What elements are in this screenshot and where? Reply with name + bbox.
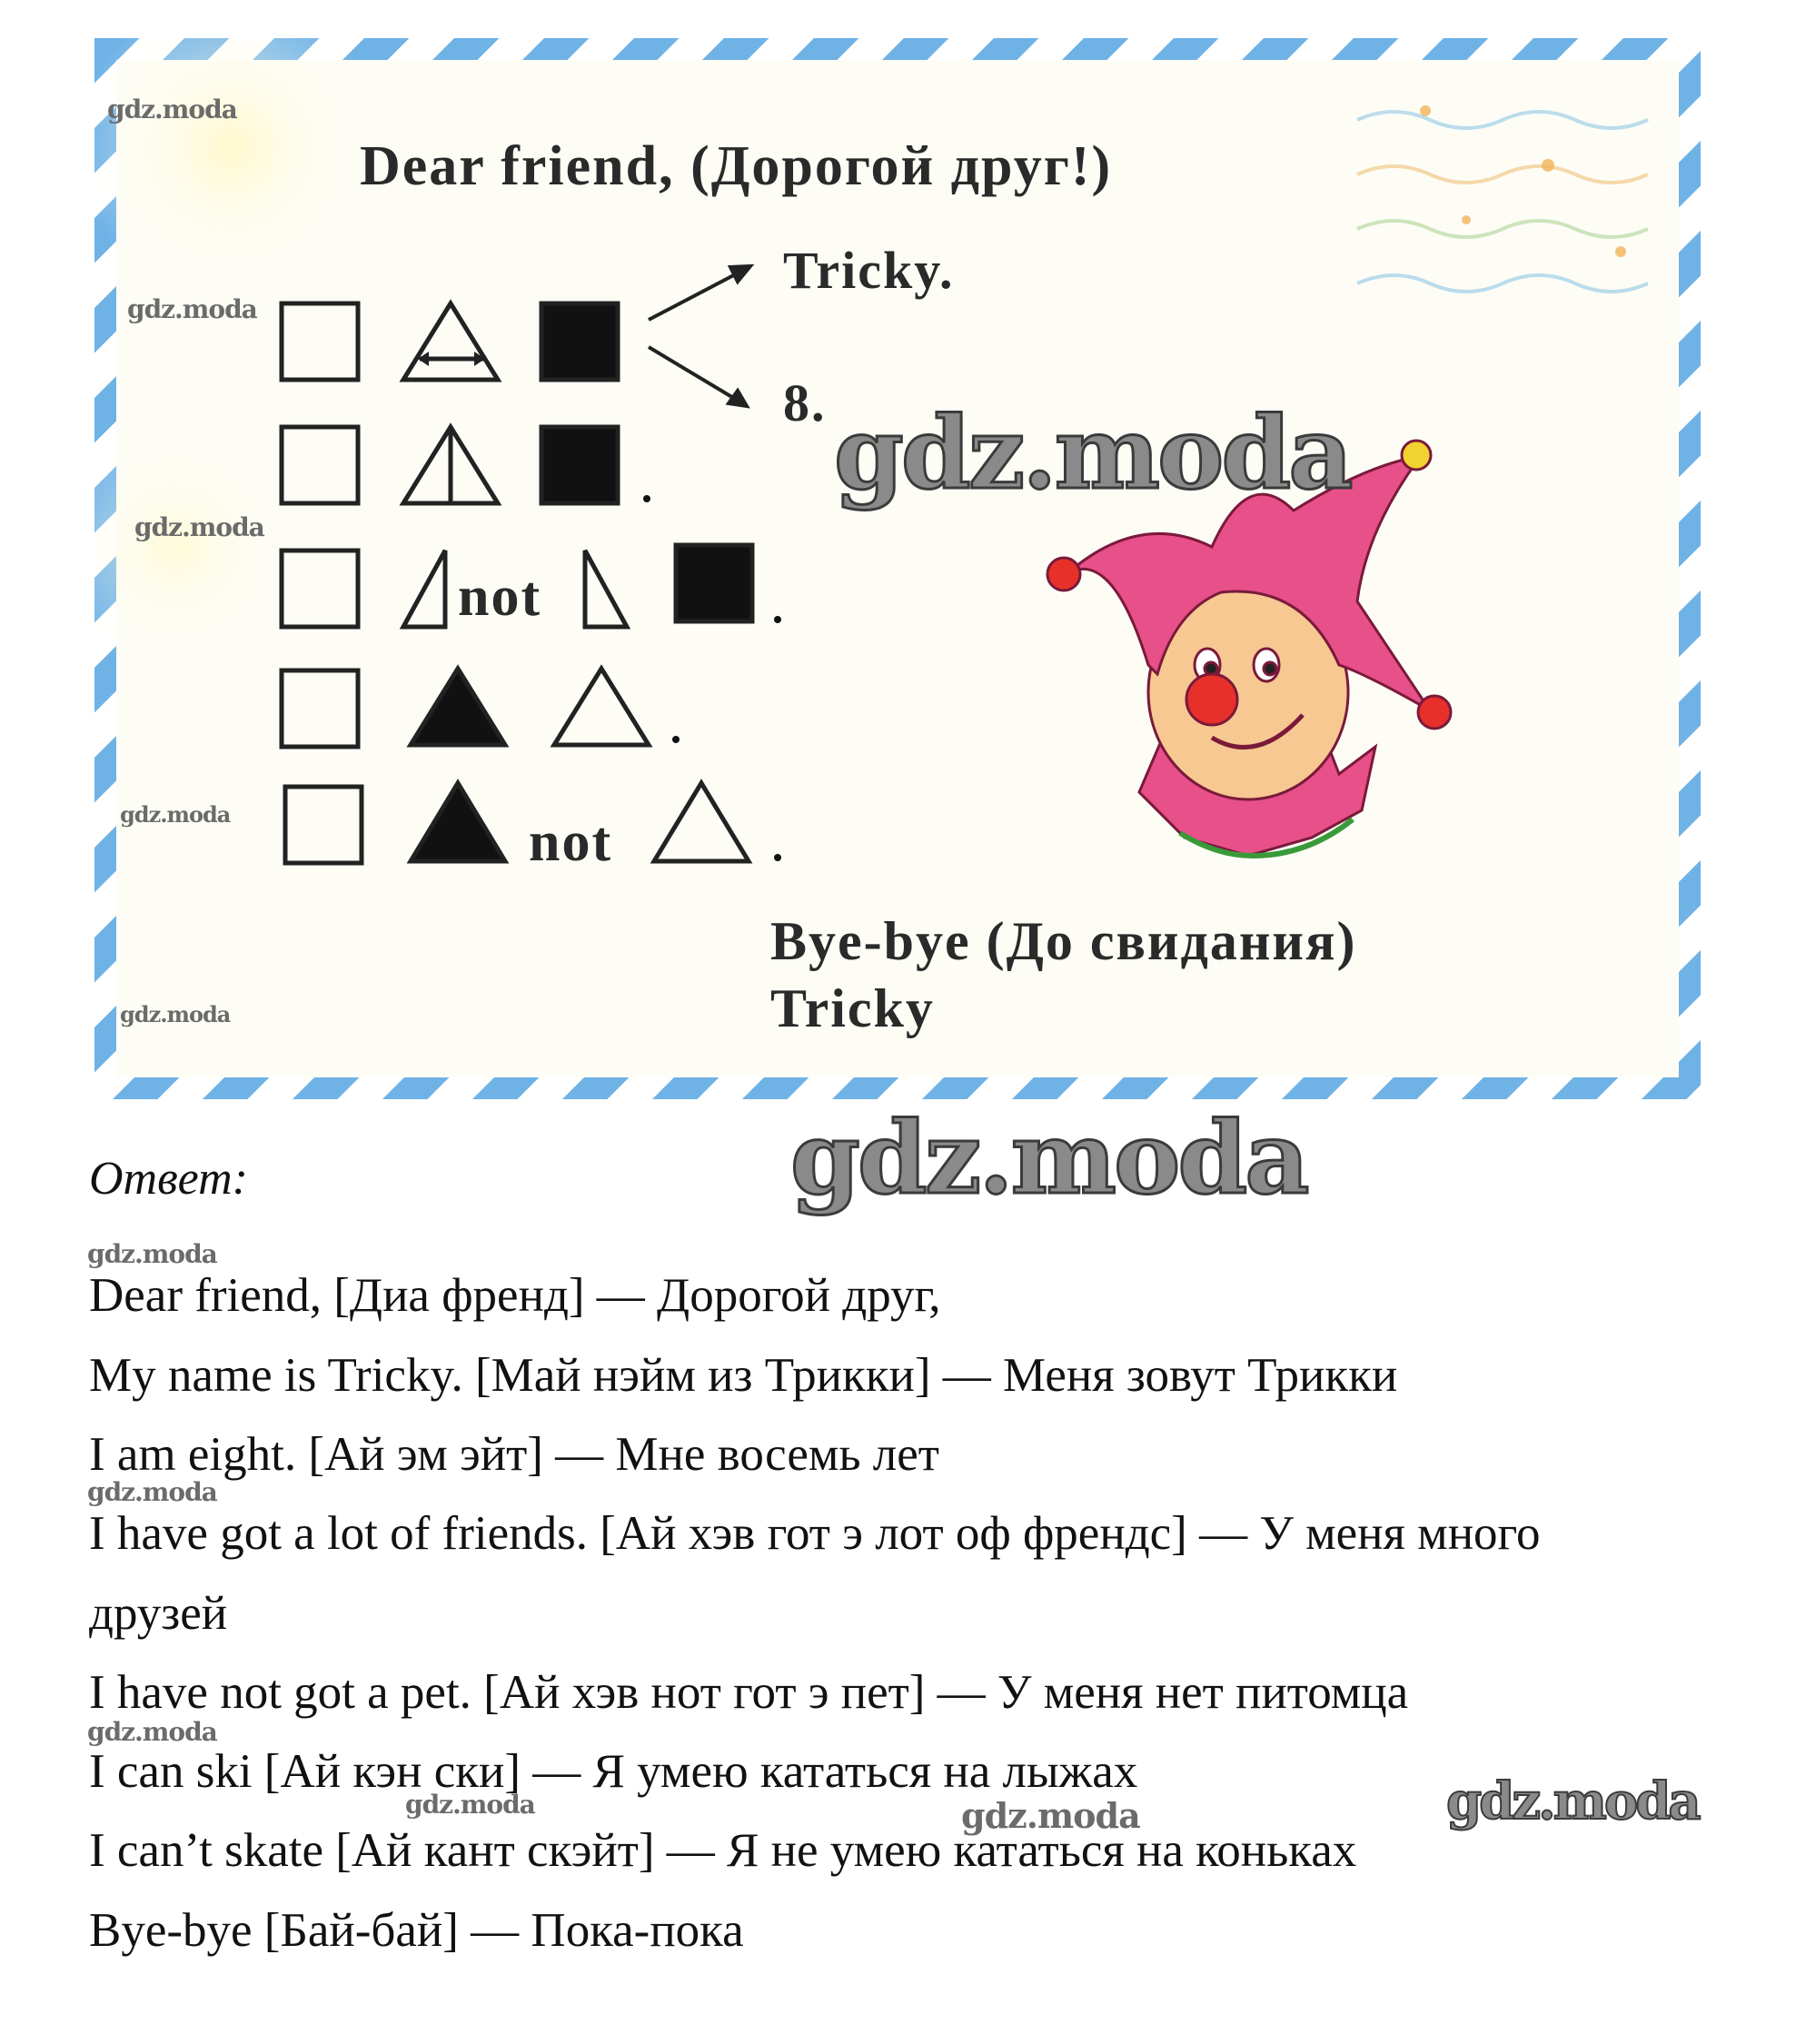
answer-line: Bye-bye [Бай-бай] — Пока-пока bbox=[89, 1904, 744, 1957]
watermark-large: gdz.moda bbox=[1446, 1771, 1699, 1831]
square-filled-icon bbox=[541, 427, 618, 503]
watermark: gdz.moda bbox=[87, 1477, 217, 1507]
answer-line: друзей bbox=[89, 1587, 228, 1640]
hat-bell-top bbox=[1402, 441, 1431, 470]
answer-line: I can’t skate [Ай кант скэйт] — Я не умею кататься на коньках bbox=[89, 1824, 1357, 1877]
hat-bell-right bbox=[1418, 696, 1451, 729]
watermark: gdz.moda bbox=[87, 1239, 217, 1269]
watermark-large: gdz.moda bbox=[834, 394, 1351, 511]
watermark: gdz.moda bbox=[405, 1790, 535, 1820]
watermark-large: gdz.moda bbox=[790, 1099, 1307, 1216]
closing-text: Bye-bye (До свидания) bbox=[770, 911, 1357, 971]
letter-envelope bbox=[94, 38, 1701, 1099]
jester-nose bbox=[1186, 674, 1237, 725]
not-word: not bbox=[458, 566, 542, 628]
watermark: gdz.moda bbox=[961, 1795, 1140, 1836]
answer-line: I am eight. [Ай эм эйт] — Мне восемь лет bbox=[89, 1428, 939, 1481]
square-filled-icon bbox=[541, 303, 618, 380]
not-word: not bbox=[529, 811, 613, 873]
watermark: gdz.moda bbox=[134, 512, 264, 542]
name-label: Tricky. bbox=[783, 241, 955, 300]
answer-line: I have got a lot of friends. [Ай хэв гот э лот оф френдс] — У меня много bbox=[89, 1507, 1541, 1560]
signature-text: Tricky bbox=[770, 978, 935, 1038]
watermark: gdz.moda bbox=[87, 1717, 217, 1747]
watermark: gdz.moda bbox=[120, 801, 231, 828]
answer-line: Dear friend, [Диа френд] — Дорогой друг, bbox=[89, 1269, 941, 1322]
watermark: gdz.moda bbox=[127, 294, 257, 324]
age-label: 8. bbox=[783, 373, 827, 432]
answer-line: My name is Tricky. [Май нэйм из Трикки] — Меня зовут Трикки bbox=[89, 1349, 1398, 1402]
hat-bell-left bbox=[1047, 558, 1080, 590]
watermark: gdz.moda bbox=[120, 1001, 231, 1027]
square-filled-icon bbox=[676, 545, 752, 621]
answer-line: I can ski [Ай кэн ски] — Я умею кататься на лыжах bbox=[89, 1745, 1138, 1798]
answer-label: Ответ: bbox=[89, 1153, 248, 1205]
watermark: gdz.moda bbox=[107, 94, 237, 124]
greeting-text: Dear friend, (Дорогой друг!) bbox=[360, 135, 1113, 197]
answer-line: I have not got a pet. [Ай хэв нот гот э пет] — У меня нет питомца bbox=[89, 1666, 1409, 1719]
